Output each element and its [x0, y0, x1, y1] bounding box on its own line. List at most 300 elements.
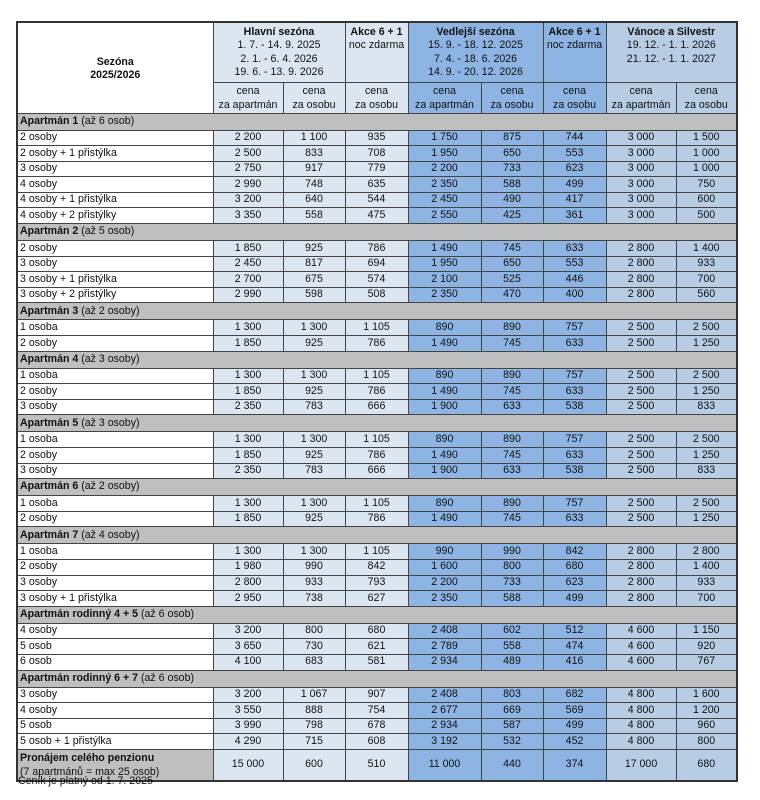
price-cell: 2 500 [606, 368, 676, 384]
price-cell: 1 400 [676, 559, 737, 575]
price-cell: 3 000 [606, 177, 676, 193]
price-cell: 786 [345, 241, 408, 257]
price-cell: 733 [481, 161, 543, 177]
price-cell: 2 800 [213, 575, 283, 591]
main-season-title: Hlavní sezóna [243, 26, 315, 38]
price-cell: 694 [345, 256, 408, 272]
price-cell: 1 300 [213, 432, 283, 448]
price-cell: 2 500 [606, 448, 676, 464]
apartment-capacity: (až 5 osob) [78, 225, 135, 238]
price-cell: 2 950 [213, 591, 283, 607]
price-cell: 3 200 [213, 687, 283, 703]
price-cell: 888 [283, 703, 345, 719]
price-cell: 1 850 [213, 241, 283, 257]
occupancy-label: 2 osoby [17, 559, 213, 575]
price-cell: 633 [543, 336, 606, 352]
price-cell: 1 000 [676, 161, 737, 177]
price-cell: 553 [543, 256, 606, 272]
price-cell: 779 [345, 161, 408, 177]
price-cell: 623 [543, 575, 606, 591]
price-cell: 2 500 [606, 432, 676, 448]
price-cell: 2 200 [408, 575, 481, 591]
price-cell: 2 750 [213, 161, 283, 177]
price-cell: 635 [345, 177, 408, 193]
table-row [17, 192, 737, 208]
price-cell: 538 [543, 463, 606, 479]
price-cell: 2 990 [213, 177, 283, 193]
table-row [17, 591, 737, 607]
price-cell: 800 [481, 559, 543, 575]
price-cell: 627 [345, 591, 408, 607]
price-cell: 680 [543, 559, 606, 575]
price-cell: 2 934 [408, 718, 481, 734]
price-cell: 499 [543, 591, 606, 607]
price-cell: 1 067 [283, 687, 345, 703]
price-cell: 745 [481, 336, 543, 352]
price-cell: 598 [283, 287, 345, 303]
price-unit-header [345, 82, 408, 113]
occupancy-label: 2 osoby [17, 448, 213, 464]
apartment-group-row [17, 670, 737, 687]
price-unit-line: za osobu [684, 98, 728, 111]
price-unit-header [606, 82, 676, 113]
price-cell: 842 [543, 544, 606, 560]
price-cell: 680 [676, 749, 737, 781]
apartment-group-title [17, 113, 737, 130]
table-row [17, 463, 737, 479]
occupancy-label: 2 osoby [17, 384, 213, 400]
price-cell: 560 [676, 287, 737, 303]
apartment-capacity: (až 4 osoby) [78, 528, 140, 541]
price-cell: 925 [283, 511, 345, 527]
price-cell: 621 [345, 639, 408, 655]
price-cell: 1 300 [283, 432, 345, 448]
occupancy-label: 1 osoba [17, 432, 213, 448]
apartment-name: Apartmán rodinný 6 + 7 [20, 671, 139, 684]
price-cell: 800 [676, 734, 737, 750]
price-cell: 890 [481, 368, 543, 384]
price-cell: 499 [543, 718, 606, 734]
price-cell: 1 300 [213, 320, 283, 336]
price-cell: 783 [283, 463, 345, 479]
price-cell: 2 450 [213, 256, 283, 272]
price-cell: 907 [345, 687, 408, 703]
season-header [17, 22, 213, 113]
apartment-group-title [17, 479, 737, 496]
occupancy-label: 4 osoby + 2 přistýlky [17, 208, 213, 224]
price-cell: 510 [345, 749, 408, 781]
price-cell: 1 600 [676, 687, 737, 703]
apartment-group-row [17, 527, 737, 544]
price-cell: 1 105 [345, 544, 408, 560]
main-season-header [213, 22, 345, 82]
price-cell: 783 [283, 399, 345, 415]
apartment-group-title [17, 670, 737, 687]
price-cell: 553 [543, 146, 606, 162]
price-cell: 680 [345, 623, 408, 639]
price-cell: 1 500 [676, 130, 737, 146]
price-cell: 1 490 [408, 336, 481, 352]
table-row [17, 544, 737, 560]
occupancy-label: 1 osoba [17, 544, 213, 560]
price-cell: 666 [345, 399, 408, 415]
price-cell: 1 850 [213, 384, 283, 400]
apartment-group-title [17, 303, 737, 320]
price-cell: 933 [676, 575, 737, 591]
price-cell: 1 300 [283, 320, 345, 336]
table-row [17, 559, 737, 575]
price-cell: 3 000 [606, 130, 676, 146]
price-cell: 4 600 [606, 623, 676, 639]
occupancy-label: 5 osob + 1 přistýlka [17, 734, 213, 750]
occupancy-label: 5 osob [17, 718, 213, 734]
price-cell: 425 [481, 208, 543, 224]
price-cell: 600 [283, 749, 345, 781]
price-cell: 2 800 [606, 575, 676, 591]
apartment-capacity: (až 6 osob) [138, 671, 194, 684]
christmas-range: 21. 12. - 1. 1. 2027 [626, 52, 716, 65]
price-cell: 633 [543, 241, 606, 257]
price-cell: 558 [283, 208, 345, 224]
occupancy-label: 2 osoby [17, 241, 213, 257]
price-cell: 4 800 [606, 734, 676, 750]
occupancy-label: 2 osoby + 1 přistýlka [17, 146, 213, 162]
table-row [17, 272, 737, 288]
price-cell: 3 350 [213, 208, 283, 224]
apartment-group-row [17, 224, 737, 241]
price-cell: 4 800 [606, 703, 676, 719]
price-cell: 933 [283, 575, 345, 591]
price-table [16, 21, 738, 782]
apartment-group-title [17, 224, 737, 241]
occupancy-label: 3 osoby [17, 575, 213, 591]
price-cell: 4 290 [213, 734, 283, 750]
off-season-range: 14. 9. - 20. 12. 2026 [428, 66, 523, 79]
price-cell: 500 [676, 208, 737, 224]
price-cell: 2 500 [676, 320, 737, 336]
price-cell: 1 400 [676, 241, 737, 257]
price-cell: 730 [283, 639, 345, 655]
table-row [17, 336, 737, 352]
table-row [17, 511, 737, 527]
off-season-header [408, 22, 543, 82]
price-cell: 475 [345, 208, 408, 224]
price-unit-line: cena [563, 84, 586, 97]
price-unit-line: cena [302, 84, 326, 97]
price-cell: 786 [345, 448, 408, 464]
price-unit-line: cena [236, 84, 260, 97]
price-cell: 2 350 [213, 399, 283, 415]
price-unit-header [543, 82, 606, 113]
apartment-capacity: (až 2 osoby) [78, 304, 140, 317]
apartment-group-title [17, 351, 737, 368]
price-cell: 650 [481, 146, 543, 162]
price-cell: 499 [543, 177, 606, 193]
price-cell: 1 105 [345, 432, 408, 448]
table-row [17, 208, 737, 224]
price-cell: 754 [345, 703, 408, 719]
apartment-name: Apartmán 2 [20, 225, 79, 238]
price-cell: 793 [345, 575, 408, 591]
price-cell: 4 600 [606, 639, 676, 655]
promo-title: Akce 6 + 1 [350, 26, 403, 38]
price-cell: 786 [345, 336, 408, 352]
price-cell: 2 800 [606, 272, 676, 288]
table-row [17, 399, 737, 415]
price-cell: 2 800 [606, 544, 676, 560]
price-cell: 1 900 [408, 399, 481, 415]
apartment-group-title [17, 415, 737, 432]
price-cell: 2 350 [213, 463, 283, 479]
price-cell: 2 500 [606, 336, 676, 352]
price-cell: 925 [283, 241, 345, 257]
price-cell: 1 490 [408, 384, 481, 400]
price-cell: 3 650 [213, 639, 283, 655]
price-cell: 633 [543, 511, 606, 527]
price-cell: 833 [283, 146, 345, 162]
occupancy-label: 3 osoby [17, 463, 213, 479]
price-cell: 2 408 [408, 623, 481, 639]
price-cell: 588 [481, 591, 543, 607]
price-cell: 17 000 [606, 749, 676, 781]
price-cell: 748 [283, 177, 345, 193]
price-unit-line: za osobu [490, 98, 534, 111]
occupancy-label: 2 osoby [17, 130, 213, 146]
promo-header [345, 22, 408, 82]
occupancy-label: 1 osoba [17, 368, 213, 384]
price-cell: 1 105 [345, 496, 408, 512]
table-row [17, 256, 737, 272]
price-cell: 700 [676, 272, 737, 288]
price-cell: 890 [408, 432, 481, 448]
header-row [17, 22, 737, 82]
price-cell: 2 500 [213, 146, 283, 162]
price-unit-line: cena [500, 84, 524, 97]
price-cell: 2 100 [408, 272, 481, 288]
price-cell: 633 [481, 399, 543, 415]
price-unit-line: cena [629, 84, 653, 97]
price-cell: 2 500 [606, 320, 676, 336]
price-cell: 2 789 [408, 639, 481, 655]
price-cell: 3 200 [213, 623, 283, 639]
price-unit-line: za apartmán [611, 98, 671, 111]
price-unit-line: za apartmán [415, 98, 474, 111]
price-cell: 678 [345, 718, 408, 734]
apartment-name: Apartmán 3 [20, 304, 79, 317]
price-cell: 920 [676, 639, 737, 655]
price-unit-header [408, 82, 481, 113]
price-cell: 508 [345, 287, 408, 303]
price-cell: 602 [481, 623, 543, 639]
price-cell: 1 980 [213, 559, 283, 575]
price-cell: 935 [345, 130, 408, 146]
price-cell: 990 [408, 544, 481, 560]
price-cell: 1 300 [213, 496, 283, 512]
apartment-capacity: (až 6 osob) [138, 607, 194, 620]
occupancy-label: 4 osoby [17, 623, 213, 639]
price-cell: 3 990 [213, 718, 283, 734]
price-cell: 587 [481, 718, 543, 734]
off-season-title: Vedlejší sezóna [436, 26, 515, 38]
occupancy-label: 6 osob [17, 654, 213, 670]
price-cell: 960 [676, 718, 737, 734]
price-cell: 361 [543, 208, 606, 224]
price-cell: 2 800 [606, 591, 676, 607]
price-cell: 700 [676, 591, 737, 607]
christmas-range: 19. 12. - 1. 1. 2026 [626, 39, 716, 52]
price-cell: 925 [283, 384, 345, 400]
price-cell: 489 [481, 654, 543, 670]
price-cell: 675 [283, 272, 345, 288]
price-cell: 3 000 [606, 161, 676, 177]
price-cell: 446 [543, 272, 606, 288]
price-cell: 544 [345, 192, 408, 208]
price-cell: 890 [481, 320, 543, 336]
price-cell: 708 [345, 146, 408, 162]
price-cell: 490 [481, 192, 543, 208]
price-cell: 640 [283, 192, 345, 208]
main-season-range: 19. 6. - 13. 9. 2026 [234, 66, 324, 79]
price-cell: 2 500 [676, 496, 737, 512]
apartment-group-title [17, 527, 737, 544]
price-unit-line: cena [694, 84, 718, 97]
price-cell: 538 [543, 399, 606, 415]
christmas-title: Vánoce a Silvestr [627, 26, 716, 38]
price-cell: 2 800 [606, 241, 676, 257]
price-cell: 1 150 [676, 623, 737, 639]
table-row [17, 161, 737, 177]
price-cell: 803 [481, 687, 543, 703]
promo-subtitle: noc zdarma [546, 39, 603, 52]
occupancy-label: 1 osoba [17, 320, 213, 336]
price-cell: 1 900 [408, 463, 481, 479]
table-row [17, 496, 737, 512]
price-cell: 757 [543, 432, 606, 448]
main-season-range: 1. 7. - 14. 9. 2025 [237, 39, 321, 52]
price-cell: 1 100 [283, 130, 345, 146]
price-cell: 786 [345, 384, 408, 400]
price-cell: 2 500 [676, 432, 737, 448]
occupancy-label: 3 osoby + 2 přistýlky [17, 287, 213, 303]
price-unit-header [676, 82, 737, 113]
price-cell: 933 [676, 256, 737, 272]
validity-note: Ceník je platný od 1. 7. 2025 [18, 775, 153, 787]
price-cell: 1 250 [676, 511, 737, 527]
apartment-group-row [17, 113, 737, 130]
price-cell: 1 250 [676, 384, 737, 400]
christmas-header [606, 22, 737, 82]
price-cell: 890 [408, 320, 481, 336]
price-cell: 1 250 [676, 336, 737, 352]
apartment-group-row [17, 479, 737, 496]
price-cell: 890 [408, 368, 481, 384]
table-row [17, 320, 737, 336]
price-cell: 890 [481, 496, 543, 512]
occupancy-label: 3 osoby [17, 399, 213, 415]
occupancy-label: 2 osoby [17, 511, 213, 527]
price-cell: 417 [543, 192, 606, 208]
occupancy-label: 3 osoby + 1 přistýlka [17, 591, 213, 607]
price-unit-line: za osobu [553, 98, 597, 111]
price-cell: 757 [543, 496, 606, 512]
price-unit-line: cena [433, 84, 456, 97]
off-season-range: 15. 9. - 18. 12. 2025 [428, 39, 523, 52]
price-unit-line: za osobu [355, 98, 398, 111]
price-cell: 2 408 [408, 687, 481, 703]
table-row [17, 448, 737, 464]
price-cell: 1 490 [408, 448, 481, 464]
price-cell: 440 [481, 749, 543, 781]
table-row [17, 654, 737, 670]
price-unit-header [481, 82, 543, 113]
price-cell: 890 [408, 496, 481, 512]
season-label: Sezóna [96, 55, 134, 68]
price-cell: 470 [481, 287, 543, 303]
price-cell: 452 [543, 734, 606, 750]
apartment-name: Apartmán 4 [20, 352, 79, 365]
promo-title: Akce 6 + 1 [548, 26, 601, 38]
occupancy-label: 3 osoby + 1 přistýlka [17, 272, 213, 288]
price-cell: 633 [543, 448, 606, 464]
occupancy-label: 2 osoby [17, 336, 213, 352]
table-row [17, 734, 737, 750]
price-cell: 890 [481, 432, 543, 448]
price-cell: 800 [283, 623, 345, 639]
apartment-capacity: (až 2 osoby) [78, 480, 140, 493]
price-cell: 3 000 [606, 192, 676, 208]
apartment-name: Apartmán 1 [20, 114, 79, 127]
price-cell: 744 [543, 130, 606, 146]
apartment-name: Apartmán 5 [20, 416, 79, 429]
price-cell: 2 800 [606, 559, 676, 575]
price-cell: 875 [481, 130, 543, 146]
price-cell: 2 350 [408, 287, 481, 303]
price-cell: 2 500 [606, 399, 676, 415]
price-cell: 1 300 [213, 368, 283, 384]
price-cell: 682 [543, 687, 606, 703]
occupancy-label: 4 osoby [17, 703, 213, 719]
occupancy-label: 4 osoby [17, 177, 213, 193]
price-cell: 2 550 [408, 208, 481, 224]
price-cell: 798 [283, 718, 345, 734]
apartment-name: Apartmán 7 [20, 528, 79, 541]
price-cell: 1 850 [213, 511, 283, 527]
apartment-group-title [17, 606, 737, 623]
whole-pension-title: Pronájem celého penzionu [20, 752, 155, 765]
price-cell: 4 800 [606, 687, 676, 703]
table-row [17, 241, 737, 257]
price-cell: 512 [543, 623, 606, 639]
price-cell: 2 450 [408, 192, 481, 208]
price-cell: 757 [543, 320, 606, 336]
table-row [17, 623, 737, 639]
price-cell: 715 [283, 734, 345, 750]
apartment-name: Apartmán 6 [20, 480, 79, 493]
price-cell: 1 490 [408, 241, 481, 257]
price-unit-line: za apartmán [218, 98, 278, 111]
price-unit-header [213, 82, 283, 113]
table-row [17, 575, 737, 591]
price-cell: 2 990 [213, 287, 283, 303]
price-cell: 1 950 [408, 256, 481, 272]
price-cell: 1 250 [676, 448, 737, 464]
price-cell: 2 500 [606, 511, 676, 527]
price-cell: 4 600 [606, 654, 676, 670]
apartment-group-row [17, 351, 737, 368]
price-cell: 2 200 [408, 161, 481, 177]
apartment-group-row [17, 415, 737, 432]
price-cell: 745 [481, 448, 543, 464]
